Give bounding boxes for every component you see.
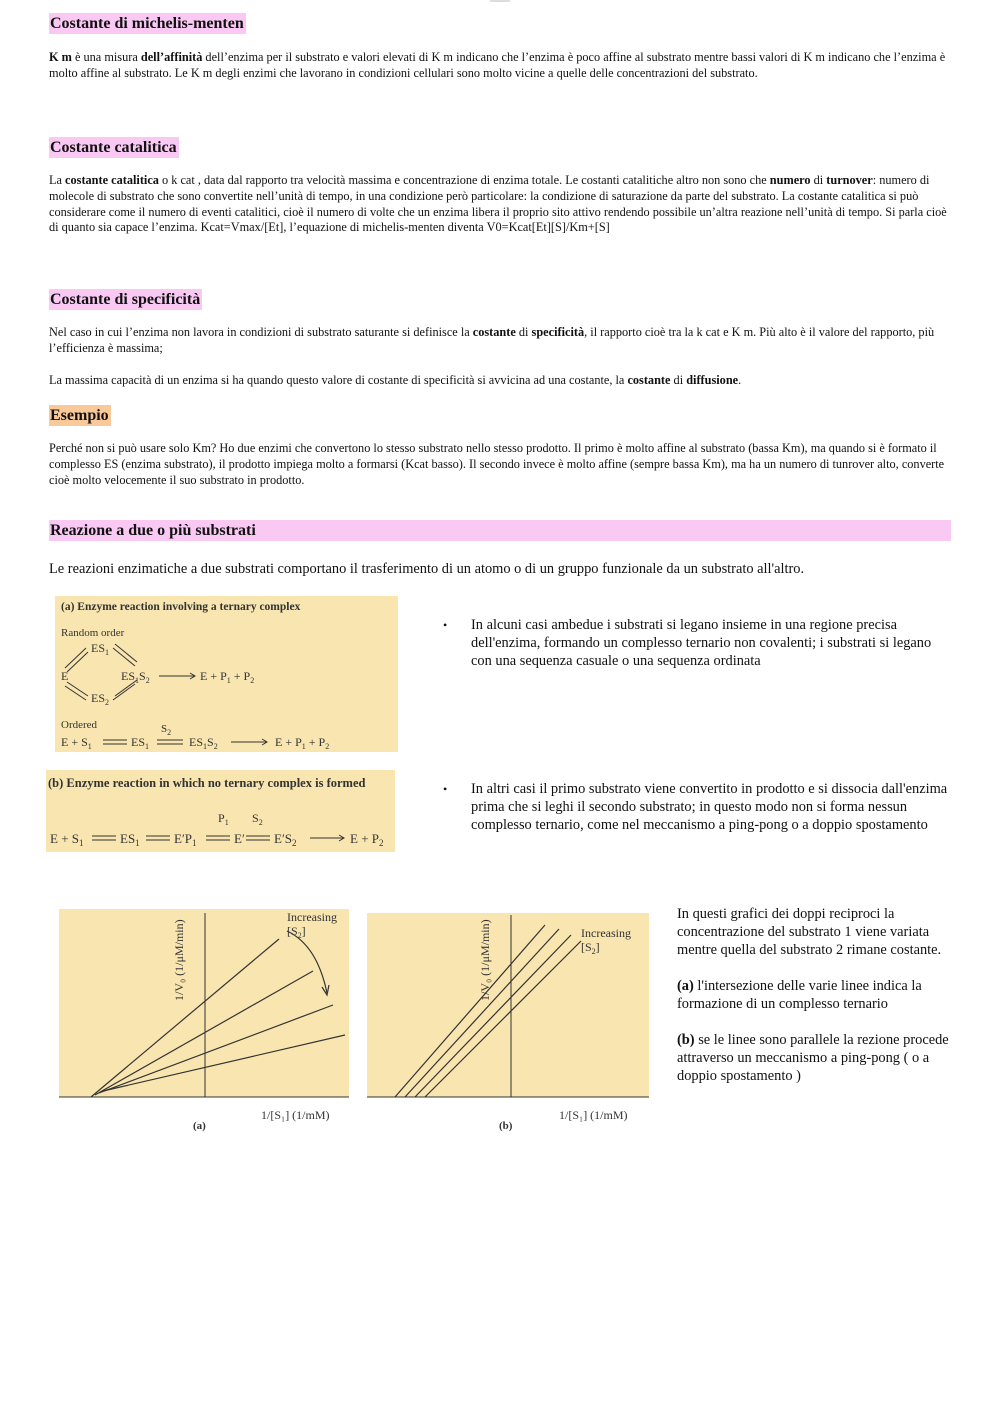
node-es1: $ES_1$ [91,641,110,657]
graph-explanation [677,905,953,1085]
term-specificita: specificità [531,325,585,339]
text: di [515,325,532,339]
ordered-reaction: $E + S_1$ [61,735,92,751]
graph-a-xlabel: 1/[S₁] (1/mM) [261,1108,330,1122]
text: dell’enzima per il substrato e valori elevati di K m indicano che l’enzima è poco affine al substrato mentre bassi valori di K m indicano che l’enzima è molto affine al substrato. Le K m degli enzimi che lavorano in condizioni cellulari sono molto vicine a quelle delle concentrazioni del substrato. [49,50,946,80]
section-specificita [49,289,202,310]
section-michaelis [49,13,246,34]
graph-a-ylabel: 1/V₀ (1/μM/min) [172,919,186,1001]
graph-b-plot-area [367,913,649,1097]
node-es2: $E'S_2$ [274,831,297,848]
text: di [670,373,687,387]
graph-a [55,905,353,1135]
text: La massima capacità di un enzima si ha quando questo valore di costante di specificità si avvicina ad una costante, la [49,373,628,387]
term-costante-catalitica: costante catalitica [65,173,159,187]
graph-a-s2: $[S_2]$ [287,924,306,940]
figure-b-diagram [46,770,395,852]
label: (b) [677,1032,695,1048]
graph-text-intro: In questi grafici dei doppi reciproci la concentrazione del substrato 1 viene variata mentre quella del substrato 2 rimane costante. [677,906,942,958]
graph-b-label: (b) [499,1120,513,1132]
text: o k cat , data dal rapporto tra velocità massima e concentrazione di enzima totale. Le costanti catalitiche altro non sono che [158,173,770,187]
bullet-ternary [443,616,951,670]
para-diffusione [49,373,949,389]
text: . [738,373,742,387]
text: di [810,173,827,187]
esempio-text: Perché non si può usare solo Km? Ho due enzimi che convertono lo stesso substrato nello stesso prodotto. Il primo è molto affine al substrato (bassa Km), ma quando si è formato il complesso ES (enzima substrato), il prodotto impiega molto a formarsi (Kcat basso). Il secondo invece è molto affine (sempre bassa Km), ma ha un numero di tunrover alto, converte cioè molto velocemente il suo substrato in prodotto. [49,441,945,487]
label: (a) [677,978,694,994]
random-order-label: Random order [61,627,125,639]
graph-b-svg [365,905,655,1135]
ordered-es1s2: $ES_1S_2$ [189,735,218,751]
figure-pingpong [46,770,395,852]
pingpong-reaction: $E + S_1$ [50,831,84,848]
heading-reazione: Reazione a due o più substrati [49,520,951,541]
node-ep1: $E'P_1$ [174,831,197,848]
term-turnover: turnover [826,173,873,187]
section-catalitica [49,137,179,158]
figure-a-diagram [55,596,398,752]
text: : numero di molecole di substrato che sono convertite nell’unità di tempo, in una condizione però particolare: la condizione di saturazione da parte del substrato. La costante catalitica si può considerare come il numero di eventi catalitici, cioè il numero di volte che un enzima libera il proprio sito attivo rendendo possibile un’altra reazione nell’unità di tempo. Si parla cioè di quanto sia capace l’enzima. Kcat=Vmax/[Et], l’equazione di michelis-menten diventa V0=Kcat[Et][S]/Km+[S] [49,173,947,235]
node-e-prime: E′ [234,831,245,846]
bullet-icon: • [443,618,448,632]
figure-a-title: (a) Enzyme reaction involving a ternary complex [61,601,301,613]
ordered-s2: $S_2$ [161,723,172,737]
figure-ternary-complex [55,596,398,752]
graph-text-b [677,1031,953,1085]
node-es2: $ES_2$ [91,691,110,707]
node-es1s2: $ES_1S_2$ [121,669,150,685]
graph-text-a [677,977,953,1013]
term-numero: numero [769,173,811,187]
term-costante: costante [627,373,671,387]
ordered-es1: $ES_1$ [131,735,150,751]
para-km [49,50,949,82]
para-specificita [49,325,949,357]
text: se le linee sono parallele la rezione procede attraverso un meccanismo a ping-pong ( o a doppio spostamento ) [677,1032,949,1084]
graph-b-increasing: Increasing [581,926,631,940]
text: è una misura [71,50,141,64]
pingpong-products: $E + P_2$ [350,831,384,848]
bullet-icon: • [443,782,448,796]
label-s2: $S_2$ [252,811,263,827]
heading-catalitica: Costante catalitica [50,139,177,156]
bullet-text: In alcuni casi ambedue i substrati si legano insieme in una regione precisa dell'enzima, formando un complesso ternario non covalenti; i substrati si legano con una sequenza casuale o una sequenza ordinata [471,617,932,669]
para-reazione-intro: Le reazioni enzimatiche a due substrati comportano il trasferimento di un atomo o di un gruppo funzionale da un substrato all'altro. [49,561,805,577]
para-kcat [49,173,949,236]
term-diffusione: diffusione [686,373,739,387]
term-km: K m [49,50,72,64]
heading-specificita: Costante di specificità [50,291,201,308]
graph-b-s2: $[S_2]$ [581,940,600,956]
text: l'intersezione delle varie linee indica la formazione di un complesso ternario [677,978,922,1012]
heading-esempio: Esempio [50,407,109,424]
graph-b [365,905,655,1135]
ordered-label: Ordered [61,719,98,731]
label-p1: $P_1$ [218,811,229,827]
text: Nel caso in cui l’enzima non lavora in condizioni di substrato saturante si definisce la [49,325,473,339]
text: La [49,173,66,187]
graph-b-ylabel: 1/V₀ (1/μM/min) [478,919,492,1001]
ordered-arrows [103,739,267,745]
graph-a-svg [55,905,353,1135]
node-e: E [61,669,69,683]
graph-b-xlabel: 1/[S₁] (1/mM) [559,1108,628,1122]
graph-a-increasing: Increasing [287,910,337,924]
ordered-products: $E + P_1 + P_2$ [275,735,330,751]
section-reazione [49,520,951,541]
para-esempio [49,441,949,488]
heading-michaelis: Costante di michelis-menten [50,15,244,32]
term-affinita: dell’affinità [140,50,203,64]
section-esempio [49,405,111,426]
node-es1: $ES_1$ [120,831,140,848]
figure-b-title: (b) Enzyme reaction in which no ternary complex is formed [48,776,366,790]
graph-a-label: (a) [193,1120,206,1132]
products-random: $E + P_1 + P_2$ [200,669,255,685]
bullet-text: In altri casi il primo substrato viene convertito in prodotto e si dissocia dall'enzima prima che si leghi il secondo substrato; in questo modo non si forma nessun complesso ternario, come nel meccanismo a ping-pong o a doppio spostamento [471,781,948,833]
term-costante: costante [472,325,516,339]
text: , il rapporto cioè tra la k cat e K m. Più alto è il valore del rapporto, più l’efficienza è massima; [49,325,935,355]
header-mark [490,0,510,2]
bullet-pingpong [443,780,951,834]
